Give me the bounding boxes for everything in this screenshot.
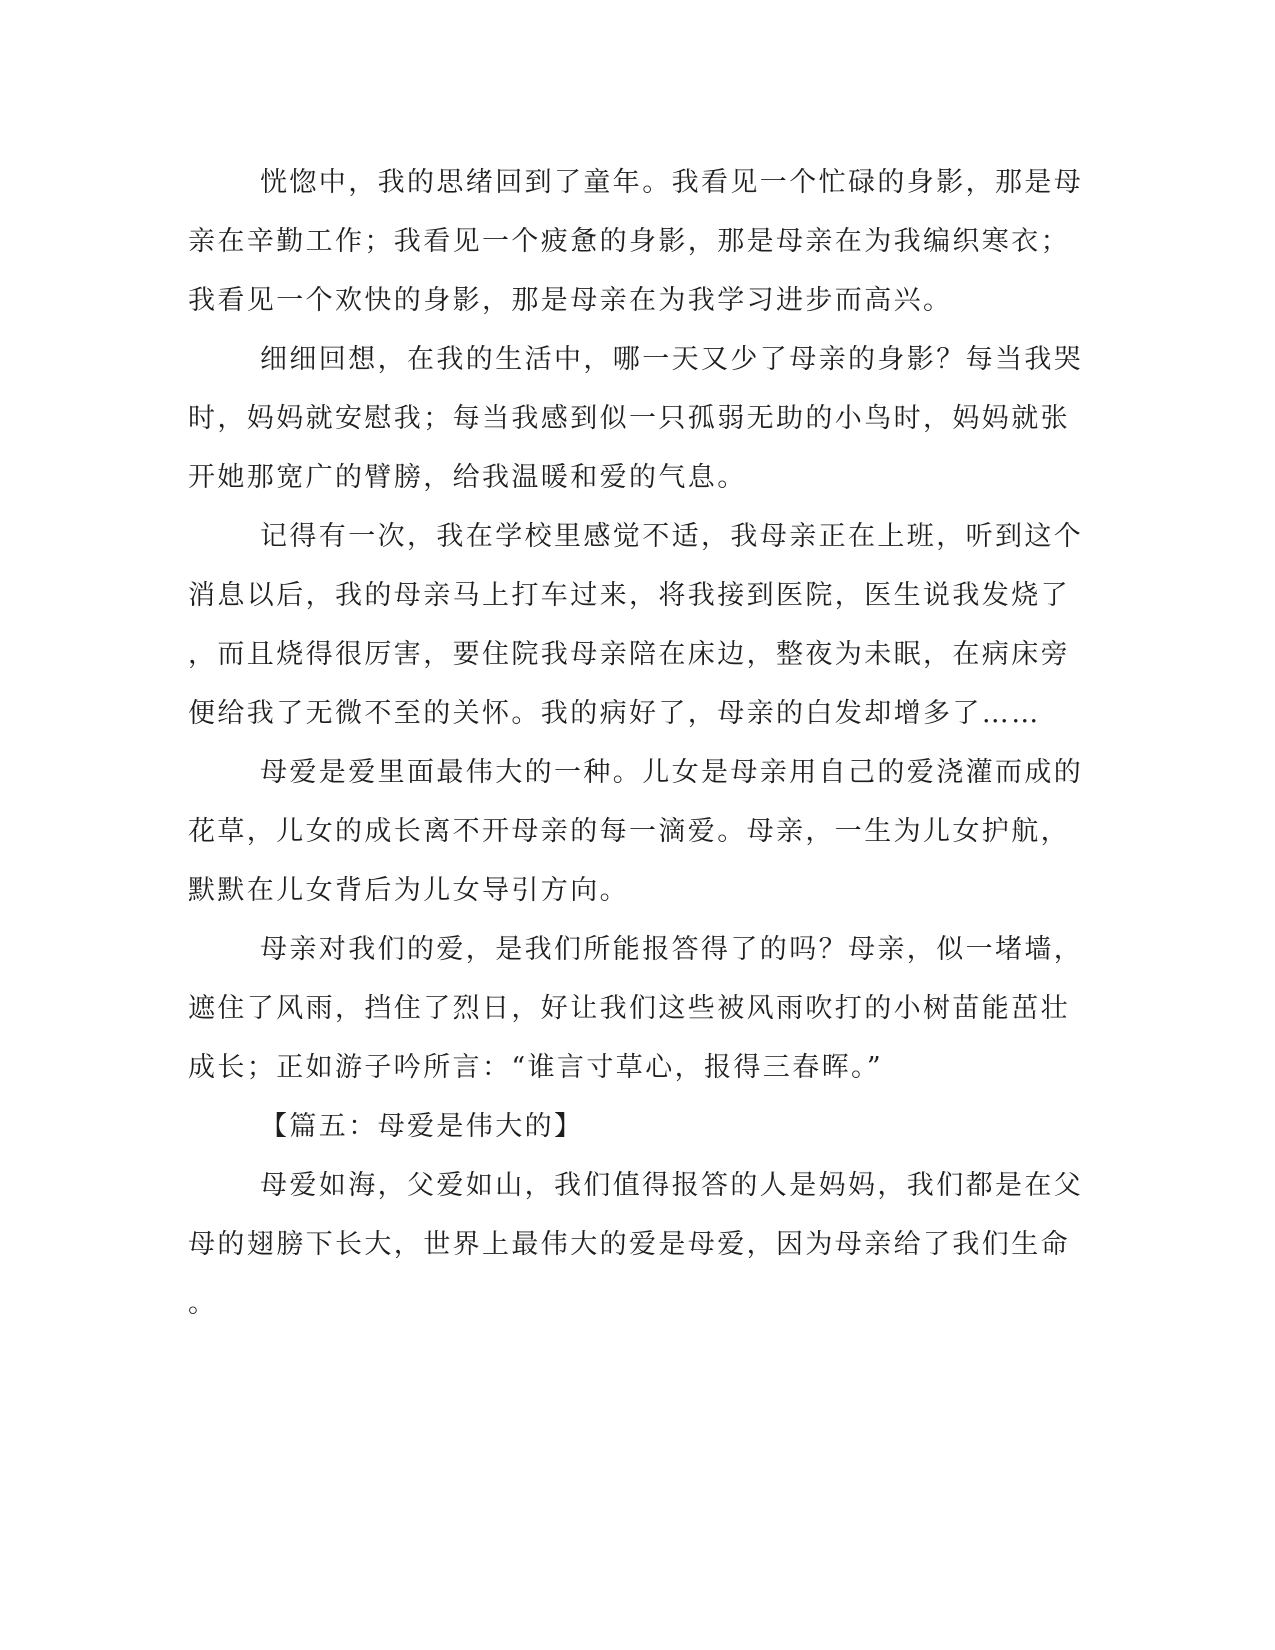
- text-line: ，而且烧得很厉害，要住院我母亲陪在床边，整夜为未眠，在病床旁: [188, 639, 1070, 670]
- text-line: 亲在辛勤工作；我看见一个疲惫的身影，那是母亲在为我编织寒衣；: [188, 226, 1070, 257]
- text-line: 母爱如海，父爱如山，我们值得报答的人是妈妈，我们都是在父: [260, 1170, 1084, 1201]
- text-line: 恍惚中，我的思绪回到了童年。我看见一个忙碌的身影，那是母: [260, 167, 1084, 198]
- text-line: 细细回想，在我的生活中，哪一天又少了母亲的身影？每当我哭: [260, 344, 1084, 375]
- text-line: 。: [188, 1288, 218, 1319]
- text-line: 遮住了风雨，挡住了烈日，好让我们这些被风雨吹打的小树苗能茁壮: [188, 993, 1070, 1024]
- text-line: 我看见一个欢快的身影，那是母亲在为我学习进步而高兴。: [188, 285, 953, 316]
- text-line: 母爱是爱里面最伟大的一种。儿女是母亲用自己的爱浇灌而成的: [260, 757, 1084, 788]
- section-heading: 【篇五：母爱是伟大的】: [260, 1111, 584, 1142]
- text-line: 母亲对我们的爱，是我们所能报答得了的吗？母亲，似一堵墙，: [260, 934, 1084, 965]
- text-line: 开她那宽广的臂膀，给我温暖和爱的气息。: [188, 462, 747, 493]
- text-line: 时，妈妈就安慰我；每当我感到似一只孤弱无助的小鸟时，妈妈就张: [188, 403, 1070, 434]
- text-line: 母的翅膀下长大，世界上最伟大的爱是母爱，因为母亲给了我们生命: [188, 1229, 1070, 1260]
- text-line: 成长；正如游子吟所言：“谁言寸草心，报得三春晖。”: [188, 1052, 884, 1083]
- text-line: 便给我了无微不至的关怀。我的病好了，母亲的白发却增多了……: [188, 698, 1041, 729]
- text-line: 默默在儿女背后为儿女导引方向。: [188, 875, 629, 906]
- text-line: 花草，儿女的成长离不开母亲的每一滴爱。母亲，一生为儿女护航，: [188, 816, 1070, 847]
- text-line: 消息以后，我的母亲马上打车过来，将我接到医院，医生说我发烧了: [188, 580, 1070, 611]
- text-line: 记得有一次，我在学校里感觉不适，我母亲正在上班，听到这个: [260, 521, 1084, 552]
